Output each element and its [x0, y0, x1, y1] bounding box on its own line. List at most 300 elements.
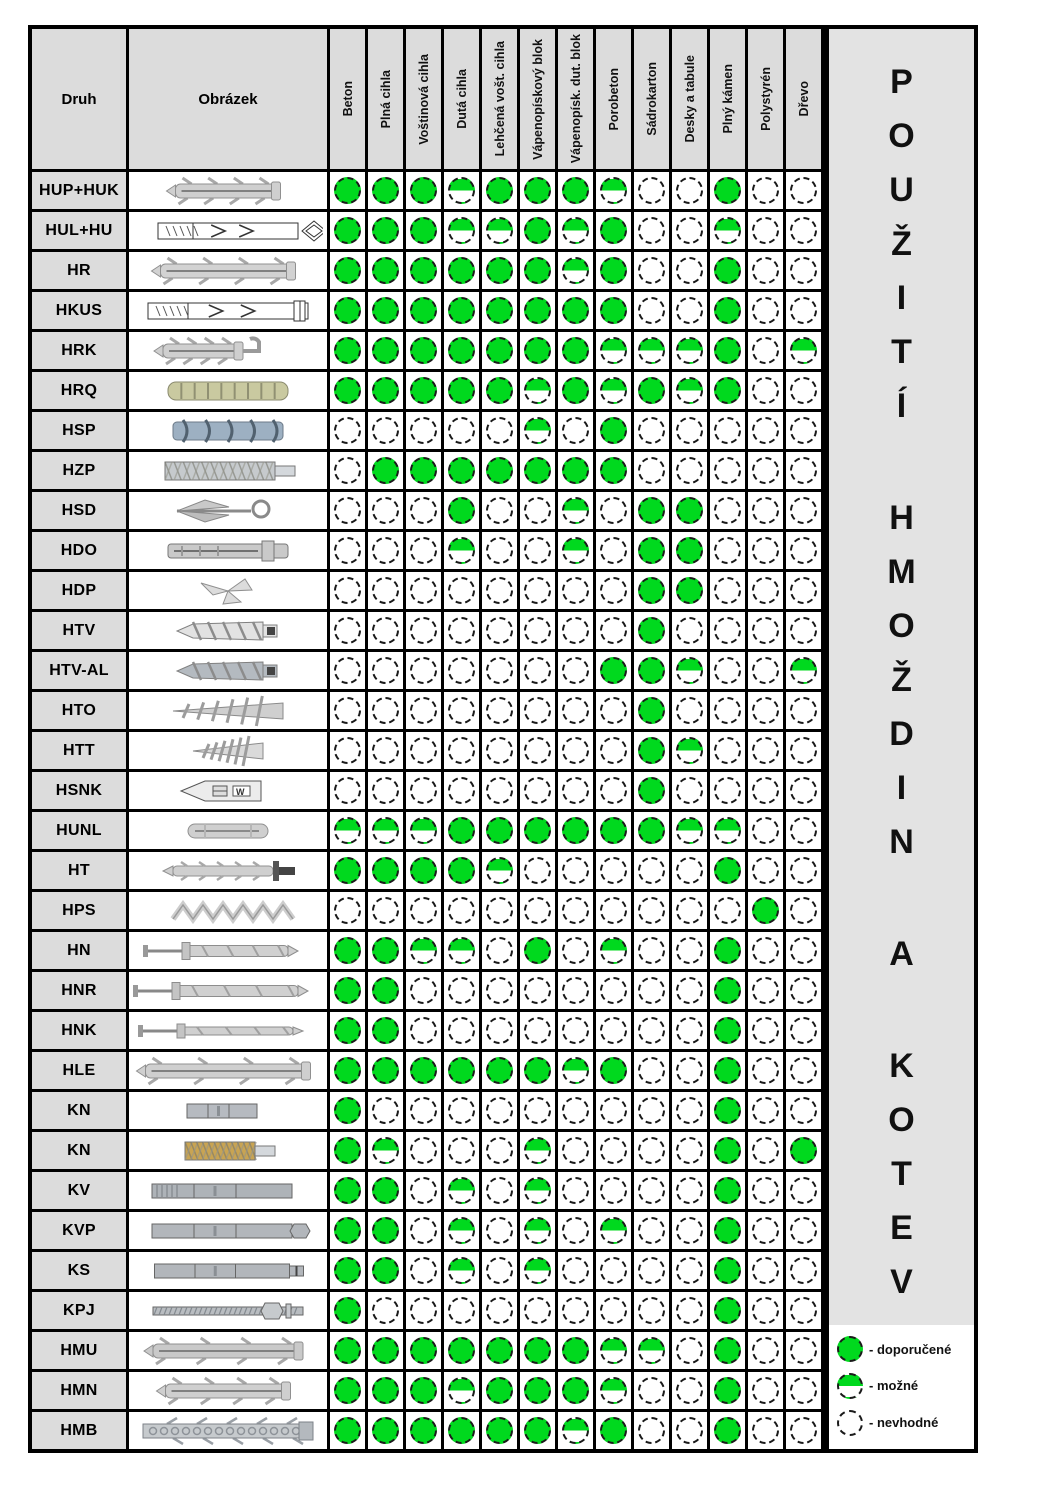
compatibility-dot-doporucene [486, 257, 513, 284]
anchor-picture [129, 612, 327, 649]
compatibility-cell [368, 732, 403, 769]
compatibility-dot-doporucene [600, 417, 627, 444]
compatibility-dot-mozne [524, 1217, 551, 1244]
compatibility-dot-nevhodne [372, 417, 399, 444]
side-title-letter: H [889, 499, 914, 537]
compatibility-cell [368, 292, 403, 329]
compatibility-cell [520, 1092, 555, 1129]
side-title-letter: O [888, 607, 915, 645]
compatibility-dot-doporucene [486, 177, 513, 204]
compatibility-dot-nevhodne [638, 177, 665, 204]
compatibility-dot-doporucene [638, 617, 665, 644]
compatibility-dot-mozne [562, 1417, 589, 1444]
compatibility-dot-doporucene [448, 497, 475, 524]
compatibility-dot-mozne [448, 1257, 475, 1284]
anchor-picture [129, 1252, 327, 1289]
compatibility-dot-doporucene [448, 817, 475, 844]
compatibility-dot-doporucene [372, 857, 399, 884]
compatibility-dot-nevhodne [638, 457, 665, 484]
compatibility-dot-doporucene [714, 1377, 741, 1404]
legend-doporucene-dot [837, 1336, 863, 1362]
row-label: HR [32, 252, 126, 289]
compatibility-cell [558, 1252, 593, 1289]
row-label: HUNL [32, 812, 126, 849]
compatibility-dot-nevhodne [486, 1257, 513, 1284]
compatibility-dot-nevhodne [562, 1097, 589, 1124]
anchor-photo-svg [133, 1134, 323, 1168]
compatibility-dot-nevhodne [676, 217, 703, 244]
compatibility-dot-nevhodne [752, 697, 779, 724]
compatibility-dot-nevhodne [562, 1217, 589, 1244]
compatibility-dot-nevhodne [714, 737, 741, 764]
compatibility-dot-mozne [562, 537, 589, 564]
compatibility-cell [482, 1252, 517, 1289]
compatibility-cell [634, 1052, 669, 1089]
compatibility-cell [596, 732, 631, 769]
compatibility-dot-nevhodne [676, 857, 703, 884]
anchor-photo-svg [133, 534, 323, 568]
material-column-header-label: Vápenopískový blok [530, 38, 545, 160]
material-column-header-label: Polystyrén [758, 67, 773, 131]
compatibility-dot-doporucene [562, 297, 589, 324]
compatibility-cell [482, 812, 517, 849]
compatibility-dot-nevhodne [410, 1097, 437, 1124]
compatibility-dot-nevhodne [410, 577, 437, 604]
compatibility-cell [520, 1332, 555, 1369]
compatibility-cell [520, 812, 555, 849]
compatibility-dot-doporucene [714, 1257, 741, 1284]
compatibility-cell [368, 1132, 403, 1169]
compatibility-cell [330, 492, 365, 529]
anchor-photo-svg [133, 374, 323, 408]
compatibility-dot-doporucene [714, 1297, 741, 1324]
compatibility-dot-nevhodne [676, 897, 703, 924]
compatibility-dot-doporucene [562, 1377, 589, 1404]
anchor-photo-svg [133, 1374, 323, 1408]
compatibility-dot-nevhodne [790, 1417, 817, 1444]
compatibility-dot-nevhodne [752, 297, 779, 324]
row-label: HDO [32, 532, 126, 569]
anchor-photo-svg [133, 1174, 323, 1208]
compatibility-cell [672, 852, 707, 889]
compatibility-dot-nevhodne [790, 1337, 817, 1364]
legend-label: - doporučené [869, 1341, 952, 1357]
anchor-photo-svg [133, 414, 323, 448]
compatibility-cell [596, 412, 631, 449]
compatibility-dot-doporucene [714, 1217, 741, 1244]
compatibility-dot-nevhodne [600, 1097, 627, 1124]
compatibility-cell [786, 652, 821, 689]
compatibility-dot-doporucene [638, 817, 665, 844]
compatibility-cell [406, 732, 441, 769]
compatibility-cell [406, 1252, 441, 1289]
compatibility-dot-doporucene [334, 937, 361, 964]
compatibility-dot-nevhodne [486, 1297, 513, 1324]
compatibility-cell [786, 972, 821, 1009]
compatibility-dot-doporucene [714, 257, 741, 284]
material-column-header [558, 29, 593, 169]
compatibility-cell [520, 332, 555, 369]
compatibility-dot-nevhodne [448, 417, 475, 444]
compatibility-cell [330, 1212, 365, 1249]
compatibility-cell [406, 892, 441, 929]
compatibility-dot-nevhodne [600, 737, 627, 764]
compatibility-dot-nevhodne [714, 497, 741, 524]
compatibility-cell [406, 772, 441, 809]
compatibility-cell [444, 812, 479, 849]
compatibility-dot-nevhodne [790, 297, 817, 324]
compatibility-dot-doporucene [334, 1337, 361, 1364]
compatibility-dot-nevhodne [638, 297, 665, 324]
compatibility-dot-doporucene [448, 257, 475, 284]
compatibility-cell [368, 1052, 403, 1089]
compatibility-dot-nevhodne [410, 657, 437, 684]
legend-item [837, 1336, 970, 1362]
compatibility-cell [786, 852, 821, 889]
compatibility-cell [634, 332, 669, 369]
compatibility-dot-nevhodne [752, 1257, 779, 1284]
compatibility-cell [368, 452, 403, 489]
column-header-druh: Druh [32, 29, 126, 169]
compatibility-cell [634, 172, 669, 209]
compatibility-dot-nevhodne [600, 697, 627, 724]
compatibility-dot-mozne [676, 337, 703, 364]
anchor-photo-svg [133, 654, 323, 688]
side-title-letter: O [888, 117, 915, 155]
anchor-photo-svg [133, 494, 323, 528]
compatibility-cell [444, 1292, 479, 1329]
compatibility-dot-nevhodne [448, 777, 475, 804]
compatibility-dot-nevhodne [600, 1297, 627, 1324]
row-label: HRK [32, 332, 126, 369]
compatibility-cell [596, 292, 631, 329]
material-column-header-label: Lehčená vošt. cihla [492, 41, 507, 157]
compatibility-dot-nevhodne [524, 777, 551, 804]
compatibility-dot-nevhodne [372, 537, 399, 564]
compatibility-dot-nevhodne [638, 217, 665, 244]
side-title-letter: I [896, 279, 907, 317]
compatibility-cell [634, 1132, 669, 1169]
legend [829, 1325, 974, 1449]
compatibility-cell [330, 852, 365, 889]
compatibility-cell [444, 1372, 479, 1409]
compatibility-cell [748, 932, 783, 969]
compatibility-cell [330, 572, 365, 609]
anchor-picture [129, 1212, 327, 1249]
compatibility-dot-nevhodne [486, 1217, 513, 1244]
compatibility-dot-doporucene [600, 257, 627, 284]
compatibility-cell [748, 372, 783, 409]
compatibility-dot-mozne [410, 937, 437, 964]
compatibility-cell [786, 812, 821, 849]
compatibility-cell [748, 852, 783, 889]
compatibility-cell [596, 1132, 631, 1169]
compatibility-cell [596, 612, 631, 649]
compatibility-dot-nevhodne [334, 497, 361, 524]
compatibility-dot-nevhodne [714, 417, 741, 444]
compatibility-cell [406, 1092, 441, 1129]
compatibility-cell [444, 372, 479, 409]
compatibility-dot-doporucene [448, 337, 475, 364]
compatibility-dot-doporucene [410, 1057, 437, 1084]
compatibility-dot-doporucene [334, 177, 361, 204]
compatibility-cell [482, 452, 517, 489]
anchor-photo-svg [133, 574, 323, 608]
compatibility-dot-nevhodne [676, 937, 703, 964]
compatibility-dot-mozne [524, 1257, 551, 1284]
compatibility-cell [482, 372, 517, 409]
compatibility-cell [520, 412, 555, 449]
compatibility-cell [558, 1012, 593, 1049]
material-column-header-label: Dřevo [796, 81, 811, 117]
compatibility-cell [596, 1252, 631, 1289]
compatibility-cell [672, 1412, 707, 1449]
compatibility-cell [444, 212, 479, 249]
compatibility-cell [634, 1332, 669, 1369]
compatibility-dot-nevhodne [676, 297, 703, 324]
compatibility-cell [558, 1372, 593, 1409]
compatibility-cell [748, 692, 783, 729]
compatibility-cell [406, 972, 441, 1009]
compatibility-cell [634, 772, 669, 809]
compatibility-dot-nevhodne [562, 1137, 589, 1164]
row-label: HSNK [32, 772, 126, 809]
compatibility-cell [672, 772, 707, 809]
compatibility-dot-doporucene [448, 857, 475, 884]
compatibility-cell [330, 652, 365, 689]
row-label: HSP [32, 412, 126, 449]
compatibility-cell [672, 1132, 707, 1169]
compatibility-cell [786, 692, 821, 729]
compatibility-dot-mozne [410, 817, 437, 844]
compatibility-dot-nevhodne [752, 737, 779, 764]
compatibility-cell [672, 292, 707, 329]
compatibility-cell [786, 332, 821, 369]
anchor-photo-svg [133, 334, 323, 368]
compatibility-dot-nevhodne [638, 1017, 665, 1044]
compatibility-cell [330, 292, 365, 329]
compatibility-cell [634, 252, 669, 289]
compatibility-cell [634, 532, 669, 569]
compatibility-cell [330, 1412, 365, 1449]
legend-mozne-dot [837, 1373, 863, 1399]
compatibility-cell [330, 1012, 365, 1049]
compatibility-cell [444, 1012, 479, 1049]
compatibility-cell [444, 292, 479, 329]
compatibility-dot-nevhodne [600, 977, 627, 1004]
row-label: KVP [32, 1212, 126, 1249]
compatibility-dot-nevhodne [638, 977, 665, 1004]
compatibility-dot-nevhodne [752, 1057, 779, 1084]
compatibility-dot-nevhodne [486, 737, 513, 764]
compatibility-dot-mozne [372, 1137, 399, 1164]
compatibility-dot-doporucene [714, 937, 741, 964]
compatibility-dot-nevhodne [486, 977, 513, 1004]
compatibility-dot-mozne [600, 937, 627, 964]
compatibility-dot-mozne [448, 1217, 475, 1244]
compatibility-cell [444, 492, 479, 529]
anchor-picture [129, 1132, 327, 1169]
compatibility-cell [672, 612, 707, 649]
compatibility-dot-doporucene [372, 1057, 399, 1084]
compatibility-cell [368, 372, 403, 409]
side-title-letter: Í [896, 387, 907, 425]
compatibility-cell [786, 1172, 821, 1209]
compatibility-cell [406, 172, 441, 209]
side-title-letter: T [891, 1155, 912, 1193]
compatibility-cell [786, 1372, 821, 1409]
compatibility-cell [672, 412, 707, 449]
compatibility-cell [596, 172, 631, 209]
compatibility-cell [330, 412, 365, 449]
compatibility-cell [748, 292, 783, 329]
compatibility-cell [406, 1412, 441, 1449]
compatibility-cell [596, 252, 631, 289]
compatibility-cell [634, 812, 669, 849]
compatibility-dot-doporucene [410, 1377, 437, 1404]
compatibility-dot-nevhodne [790, 977, 817, 1004]
compatibility-dot-nevhodne [524, 617, 551, 644]
compatibility-dot-nevhodne [790, 377, 817, 404]
anchor-photo-svg [133, 1094, 323, 1128]
compatibility-dot-nevhodne [410, 1137, 437, 1164]
compatibility-dot-nevhodne [486, 937, 513, 964]
compatibility-dot-doporucene [334, 1097, 361, 1124]
compatibility-dot-nevhodne [410, 977, 437, 1004]
compatibility-dot-nevhodne [410, 897, 437, 924]
anchor-photo-svg [133, 254, 323, 288]
compatibility-cell [634, 292, 669, 329]
compatibility-dot-nevhodne [448, 1017, 475, 1044]
usage-table [28, 25, 825, 1453]
compatibility-cell [482, 1012, 517, 1049]
row-label: HMN [32, 1372, 126, 1409]
compatibility-cell [406, 452, 441, 489]
compatibility-dot-nevhodne [752, 337, 779, 364]
svg-text:W: W [236, 786, 245, 797]
compatibility-cell [634, 932, 669, 969]
compatibility-dot-nevhodne [790, 817, 817, 844]
anchor-picture [129, 1012, 327, 1049]
compatibility-cell [520, 532, 555, 569]
compatibility-cell [368, 1092, 403, 1129]
compatibility-cell [748, 1012, 783, 1049]
compatibility-cell [710, 1412, 745, 1449]
compatibility-cell [710, 452, 745, 489]
compatibility-dot-doporucene [372, 977, 399, 1004]
row-label: KS [32, 1252, 126, 1289]
compatibility-dot-doporucene [334, 1417, 361, 1444]
legend-item [837, 1373, 970, 1399]
compatibility-dot-nevhodne [524, 737, 551, 764]
compatibility-cell [748, 972, 783, 1009]
compatibility-cell [482, 492, 517, 529]
compatibility-dot-nevhodne [334, 417, 361, 444]
compatibility-dot-doporucene [714, 1417, 741, 1444]
row-label: HTO [32, 692, 126, 729]
compatibility-dot-mozne [600, 337, 627, 364]
compatibility-cell [368, 532, 403, 569]
side-title-letter: A [889, 935, 914, 973]
compatibility-dot-doporucene [714, 177, 741, 204]
compatibility-cell [444, 932, 479, 969]
compatibility-dot-doporucene [486, 377, 513, 404]
compatibility-dot-nevhodne [676, 1137, 703, 1164]
material-column-header [710, 29, 745, 169]
compatibility-cell [710, 332, 745, 369]
compatibility-dot-mozne [600, 177, 627, 204]
compatibility-dot-nevhodne [676, 257, 703, 284]
compatibility-dot-nevhodne [752, 937, 779, 964]
compatibility-cell [672, 1372, 707, 1409]
compatibility-dot-doporucene [714, 977, 741, 1004]
compatibility-dot-doporucene [524, 297, 551, 324]
compatibility-dot-nevhodne [752, 1177, 779, 1204]
compatibility-dot-doporucene [334, 337, 361, 364]
row-label: HTT [32, 732, 126, 769]
compatibility-dot-nevhodne [638, 1297, 665, 1324]
compatibility-dot-nevhodne [524, 857, 551, 884]
compatibility-dot-nevhodne [790, 257, 817, 284]
compatibility-cell [520, 1052, 555, 1089]
compatibility-dot-nevhodne [410, 1217, 437, 1244]
compatibility-dot-nevhodne [638, 1097, 665, 1124]
compatibility-cell [368, 1252, 403, 1289]
compatibility-dot-mozne [524, 417, 551, 444]
compatibility-cell [710, 1332, 745, 1369]
compatibility-cell [596, 1092, 631, 1129]
compatibility-cell [368, 932, 403, 969]
compatibility-cell [368, 692, 403, 729]
compatibility-dot-nevhodne [562, 697, 589, 724]
compatibility-dot-doporucene [410, 217, 437, 244]
compatibility-dot-nevhodne [524, 1097, 551, 1124]
compatibility-cell [672, 1012, 707, 1049]
compatibility-dot-nevhodne [524, 1017, 551, 1044]
compatibility-cell [406, 1172, 441, 1209]
row-label: HZP [32, 452, 126, 489]
compatibility-cell [558, 1052, 593, 1089]
compatibility-cell [444, 252, 479, 289]
compatibility-dot-nevhodne [486, 537, 513, 564]
compatibility-dot-nevhodne [486, 617, 513, 644]
compatibility-dot-doporucene [372, 257, 399, 284]
row-label: HLE [32, 1052, 126, 1089]
compatibility-cell [748, 1132, 783, 1169]
compatibility-cell [710, 1172, 745, 1209]
compatibility-cell [558, 212, 593, 249]
compatibility-cell [520, 972, 555, 1009]
compatibility-dot-doporucene [486, 1377, 513, 1404]
compatibility-cell [520, 292, 555, 329]
material-column-header [672, 29, 707, 169]
side-title-letter: N [889, 823, 914, 861]
compatibility-dot-doporucene [600, 457, 627, 484]
compatibility-cell [520, 212, 555, 249]
compatibility-cell [444, 732, 479, 769]
compatibility-cell [596, 972, 631, 1009]
compatibility-cell [748, 252, 783, 289]
compatibility-dot-doporucene [524, 1057, 551, 1084]
anchor-photo-svg [133, 734, 323, 768]
compatibility-dot-nevhodne [752, 217, 779, 244]
compatibility-cell [558, 692, 593, 729]
compatibility-cell [786, 452, 821, 489]
compatibility-cell [558, 532, 593, 569]
anchor-photo-svg [133, 454, 323, 488]
compatibility-cell [710, 532, 745, 569]
compatibility-dot-nevhodne [790, 897, 817, 924]
